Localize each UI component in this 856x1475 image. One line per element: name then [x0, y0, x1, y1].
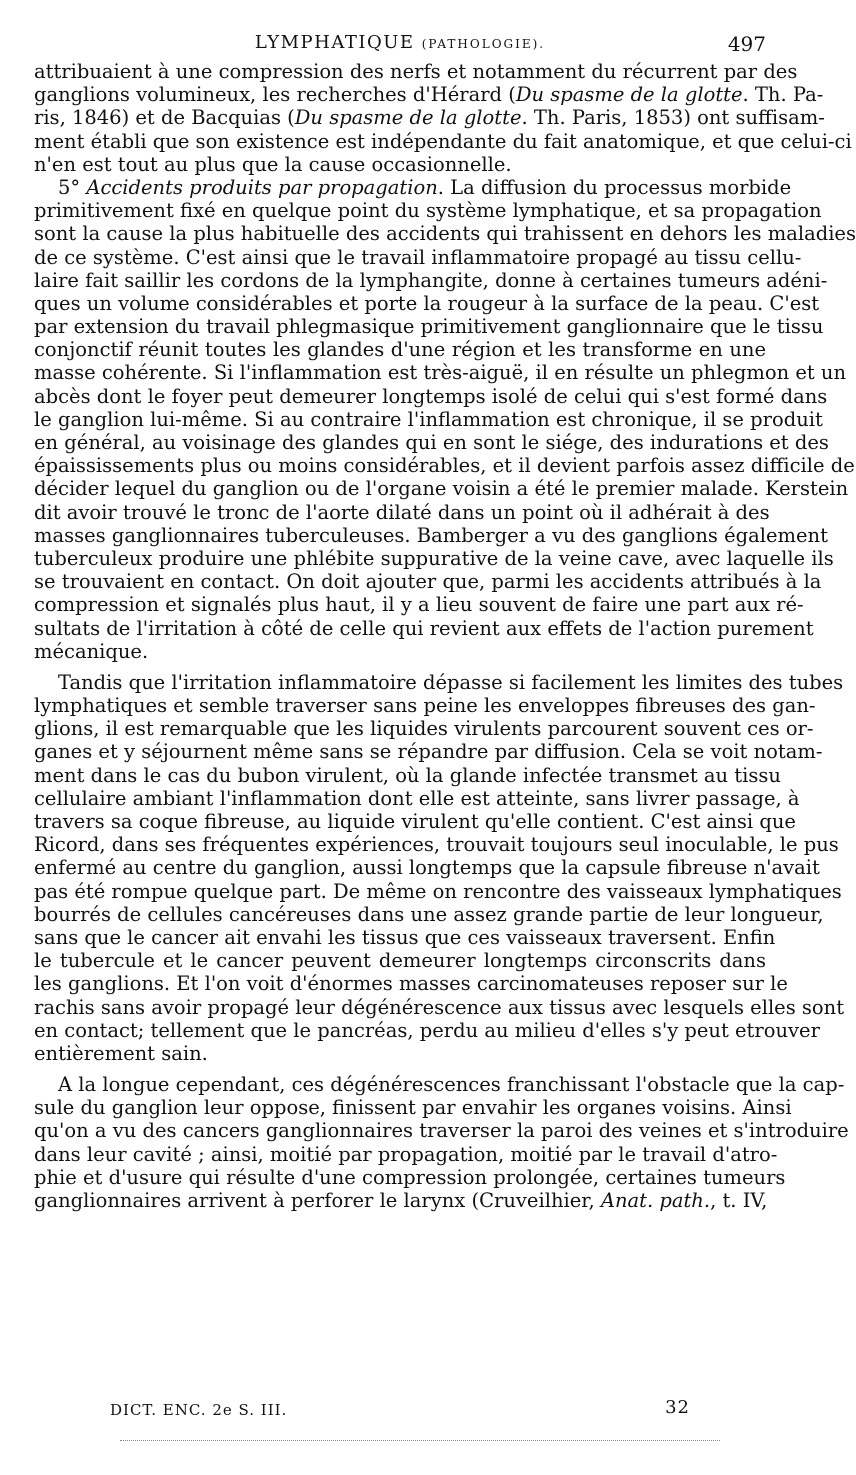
text-line: attribuaient à une compression des nerfs et notamment du récurrent par des [34, 60, 798, 83]
text-line: laire fait saillir les cordons de la lymphangite, donne à certaines tumeurs adéni- [34, 268, 828, 292]
text-line: épaississements plus ou moins considérables, et il devient parfois assez difficile de [34, 454, 855, 478]
text-line: se trouvaient en contact. On doit ajouter que, parmi les accidents attribués à la [34, 570, 822, 594]
text-line: sans que le cancer ait envahi les tissus que ces vaisseaux traversent. Enfin [34, 925, 776, 949]
text-line: de ce système. C'est ainsi que le travail inflammatoire propagé au tissu cellu- [34, 245, 802, 269]
running-title [34, 32, 766, 53]
text-line: entièrement sain. [34, 1041, 208, 1065]
page-body [34, 60, 856, 1212]
text-line: rachis sans avoir propagé leur dégénérescence aux tissus avec lesquels elles sont [34, 995, 845, 1019]
text-line: les ganglions. Et l'on voit d'énormes masses carcinomateuses reposer sur le [34, 972, 788, 996]
text-line: ganes et y séjournent même sans se répandre par diffusion. Cela se voit notam- [34, 740, 823, 764]
text-line: sultats de l'irritation à côté de celle qui revient aux effets de l'action purement [34, 616, 814, 640]
text-line: pas été rompue quelque part. De même on rencontre des vaisseaux lymphatiques [34, 879, 842, 903]
text-line: primitivement fixé en quelque point du système lymphatique, et sa propagation [34, 199, 822, 223]
text-line: n'en est tout au plus que la cause occasionnelle. [34, 152, 512, 176]
text-line: décider lequel du ganglion ou de l'organe voisin a été le premier malade. Kerstein [34, 477, 849, 501]
page-number: 497 [727, 32, 766, 56]
text-line: masses ganglionnaires tuberculeuses. Bamberger a vu des ganglions également [34, 523, 828, 547]
text-line: ganglions volumineux, les recherches d'Hérard (Du spasme de la glotte. Th. Pa- [34, 83, 824, 107]
text-line: ment dans le cas du bubon virulent, où la glande infectée transmet au tissu [34, 763, 781, 787]
text-line: A la longue cependant, ces dégénérescences franchissant l'obstacle que la cap- [58, 1073, 845, 1097]
text-line: dit avoir trouvé le tronc de l'aorte dilaté dans un point où il adhérait à des [34, 500, 770, 524]
running-title-main: LYMPHATIQUE [254, 32, 415, 53]
text-line: conjonctif réunit toutes les glandes d'une région et les transforme en une [34, 338, 766, 362]
text-line: compression et signalés plus haut, il y a lieu souvent de faire une part aux ré- [34, 593, 804, 617]
text-line: Ricord, dans ses fréquentes expériences, trouvait toujours seul inoculable, le pus [34, 833, 839, 857]
text-line: enfermé au centre du ganglion, aussi longtemps que la capsule fibreuse n'avait [34, 856, 820, 880]
running-header [34, 28, 766, 58]
sheet-number: 32 [665, 1397, 690, 1418]
text-line: ques un volume considérables et porte la rougeur à la surface de la peau. C'est [34, 291, 820, 315]
text-line: en général, au voisinage des glandes qui en sont le siége, des indurations et des [34, 431, 829, 454]
text-line: phie et d'usure qui résulte d'une compression prolongée, certaines tumeurs [34, 1165, 786, 1189]
text-line: 5° Accidents produits par propagation. La diffusion du processus morbide [58, 175, 792, 199]
text-line: dans leur cavité ; ainsi, moitié par propagation, moitié par le travail d'atro- [34, 1142, 778, 1166]
text-line: ganglionnaires arrivent à perforer le larynx (Cruveilhier, Anat. path., t. IV, [34, 1189, 768, 1212]
text-line: sont la cause la plus habituelle des accidents qui trahissent en dehors les maladies [34, 222, 856, 246]
signature-mark: DICT. ENC. 2e S. III. [110, 1401, 288, 1419]
text-line: tuberculeux produire une phlébite suppurative de la veine cave, avec laquelle ils [34, 546, 834, 570]
text-line: ment établi que son existence est indépendante du fait anatomique, et que celui-ci [34, 129, 852, 153]
text-line: bourrés de cellules cancéreuses dans une assez grande partie de leur longueur, [34, 902, 824, 926]
text-line: mécanique. [34, 639, 149, 663]
running-title-subtitle: (PATHOLOGIE). [421, 37, 546, 51]
text-line: sule du ganglion leur oppose, finissent par envahir les organes voisins. Ainsi [34, 1096, 792, 1120]
bottom-dotted-rule [120, 1440, 720, 1443]
text-line: en contact; tellement que le pancréas, perdu au milieu d'elles s'y peut etrouver [34, 1018, 820, 1042]
text-line: le tubercule et le cancer peuvent demeurer longtemps circonscrits dans [34, 949, 766, 973]
page-footer [110, 1395, 690, 1425]
text-line: par extension du travail phlegmasique primitivement ganglionnaire que le tissu [34, 315, 824, 339]
text-line: lymphatiques et semble traverser sans peine les enveloppes fibreuses des gan- [34, 694, 816, 718]
text-line: ris, 1846) et de Bacquias (Du spasme de la glotte. Th. Paris, 1853) ont suffisam- [34, 106, 825, 130]
text-line: Tandis que l'irritation inflammatoire dépasse si facilement les limites des tubes [58, 670, 844, 694]
text-line: abcès dont le foyer peut demeurer longtemps isolé de celui qui s'est formé dans [34, 384, 828, 408]
text-line: cellulaire ambiant l'inflammation dont elle est atteinte, sans livrer passage, à [34, 786, 800, 810]
text-line: masse cohérente. Si l'inflammation est très-aiguë, il en résulte un phlegmon et un [34, 361, 847, 385]
text-line: qu'on a vu des cancers ganglionnaires traverser la paroi des veines et s'introduire [34, 1119, 849, 1143]
text-line: travers sa coque fibreuse, au liquide virulent qu'elle contient. C'est ainsi que [34, 810, 796, 833]
text-line: le ganglion lui-même. Si au contraire l'inflammation est chronique, il se produit [34, 407, 823, 431]
text-line: glions, il est remarquable que les liquides virulents parcourent souvent ces or- [34, 717, 814, 741]
